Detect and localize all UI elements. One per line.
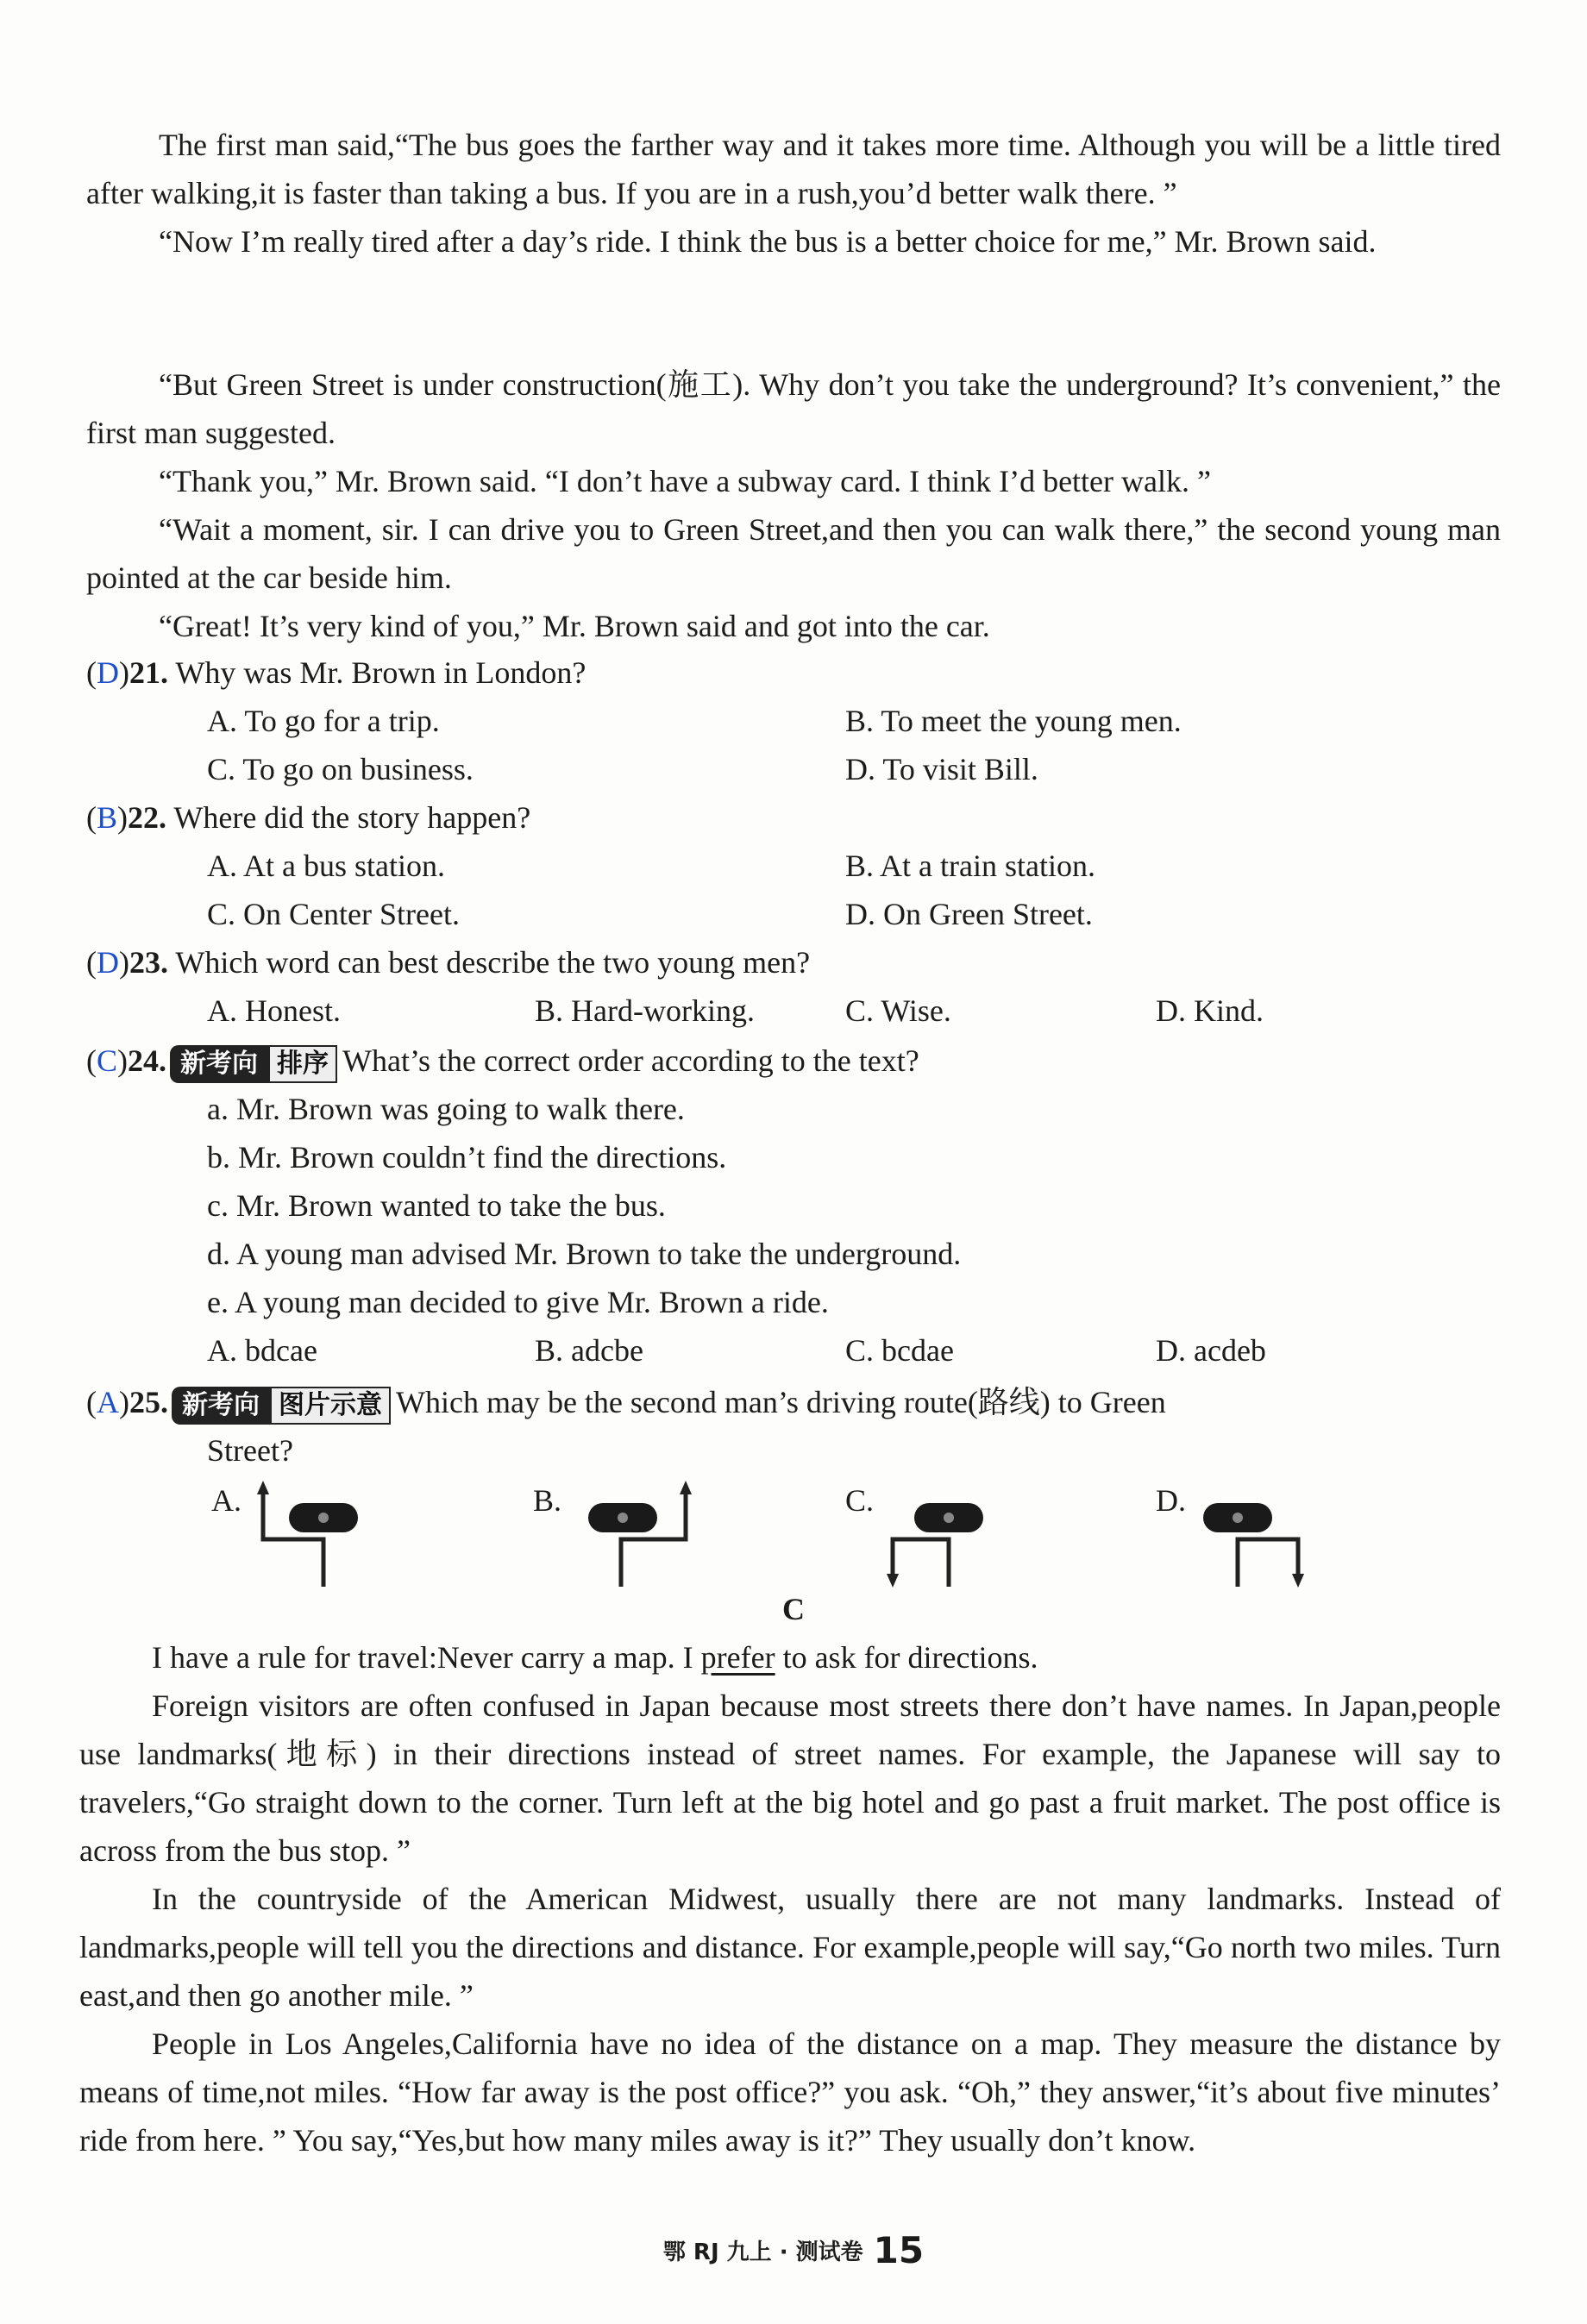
paragraph: In the countryside of the American Midwest, usually there are not many landmarks. Instead of landmarks,people will tell you the directions and distance. For example,people will say,“Go north two miles. Turn east,and then go another mile. ” — [79, 1882, 1501, 2013]
route-diagram-c — [880, 1479, 1009, 1591]
order-item: b. Mr. Brown couldn’t find the directions. — [207, 1140, 727, 1175]
paragraph: Foreign visitors are often confused in Japan because most streets there don’t have names. In Japan,people use landmarks(地标) in their directions instead of street names. For example, the Japanese will say to travelers,“Go straight down to the corner. Turn left at the big hotel and go past a fruit market. The post office is across from the bus stop. ” — [79, 1688, 1501, 1868]
new-trend-tag: 新考向 排序 — [170, 1045, 337, 1083]
option: C. bcdae — [845, 1333, 954, 1368]
paragraph: “Now I’m really tired after a day’s ride. I think the bus is a better choice for me,” Mr. Brown said. — [159, 224, 1377, 259]
section-heading: C — [782, 1592, 805, 1626]
page-footer — [0, 2229, 1587, 2271]
route-diagram-a — [250, 1479, 380, 1591]
option: C. On Center Street. — [207, 897, 460, 931]
option: D. To visit Bill. — [845, 752, 1038, 786]
footer-label: 鄂 RJ 九上 · 测试卷 — [662, 2239, 863, 2265]
order-item: d. A young man advised Mr. Brown to take the underground. — [207, 1237, 962, 1271]
order-item: e. A young man decided to give Mr. Brown a ride. — [207, 1285, 829, 1319]
option: B. At a train station. — [845, 849, 1095, 883]
page-number: 15 — [873, 2229, 925, 2271]
answer-mark: D — [97, 655, 119, 690]
option: B. Hard-working. — [535, 993, 755, 1028]
answer-mark: B — [97, 800, 118, 835]
paragraph: “Thank you,” Mr. Brown said. “I don’t have a subway card. I think I’d better walk. ” — [159, 464, 1211, 498]
route-option-label: B. — [533, 1483, 562, 1518]
option: A. At a bus station. — [207, 849, 445, 883]
option: A. To go for a trip. — [207, 704, 440, 738]
option: D. Kind. — [1156, 993, 1264, 1028]
question-22: (B)22. Where did the story happen? — [86, 800, 531, 835]
route-diagram-d — [1199, 1479, 1328, 1591]
answer-mark: C — [97, 1043, 118, 1078]
question-25: (A)25. 新考向 图片示意 Which may be the second man’s driving route(路线) to Green — [86, 1378, 1166, 1426]
route-option-label: C. — [845, 1483, 875, 1518]
order-item: c. Mr. Brown wanted to take the bus. — [207, 1188, 666, 1223]
paragraph: “But Green Street is under construction(施工). Why don’t you take the underground? It’s convenient,” the first man suggested. — [86, 367, 1501, 450]
paragraph: I have a rule for travel:Never carry a map. I prefer to ask for directions. — [152, 1640, 1038, 1675]
option: C. Wise. — [845, 993, 951, 1028]
paragraph: People in Los Angeles,California have no idea of the distance on a map. They measure the distance by means of time,not miles. “How far away is the post office?” you ask. “Oh,” they answer,“it’s about five minutes’ ride from here. ” You say,“Yes,but how many miles away is it?” They usually don’t know. — [79, 2026, 1501, 2158]
question-23: (D)23. Which word can best describe the two young men? — [86, 945, 811, 980]
question-21: (D)21. Why was Mr. Brown in London? — [86, 655, 586, 690]
paragraph: “Wait a moment, sir. I can drive you to Green Street,and then you can walk there,” the second young man pointed at the car beside him. — [86, 512, 1501, 595]
option: A. Honest. — [207, 993, 341, 1028]
answer-mark: A — [97, 1385, 119, 1419]
route-option-label: D. — [1156, 1483, 1186, 1518]
option: C. To go on business. — [207, 752, 474, 786]
option: D. On Green Street. — [845, 897, 1093, 931]
order-item: a. Mr. Brown was going to walk there. — [207, 1092, 685, 1126]
route-option-label: A. — [211, 1483, 242, 1518]
paragraph: “Great! It’s very kind of you,” Mr. Brown said and got into the car. — [159, 609, 990, 643]
option: B. To meet the young men. — [845, 704, 1182, 738]
paragraph: The first man said,“The bus goes the farther way and it takes more time. Although you will be a little tired after walking,it is faster than taking a bus. If you are in a rush,you’d better walk there. ” — [86, 128, 1501, 210]
route-diagram-b — [586, 1479, 716, 1591]
underlined-word: prefer — [700, 1640, 775, 1675]
option: A. bdcae — [207, 1333, 317, 1368]
answer-mark: D — [97, 945, 119, 980]
new-trend-tag: 新考向 图片示意 — [172, 1387, 391, 1425]
question-25-stem-continued: Street? — [207, 1433, 293, 1468]
question-24: (C)24. 新考向 排序 What’s the correct order according to the text? — [86, 1037, 919, 1085]
option: B. adcbe — [535, 1333, 643, 1368]
option: D. acdeb — [1156, 1333, 1266, 1368]
